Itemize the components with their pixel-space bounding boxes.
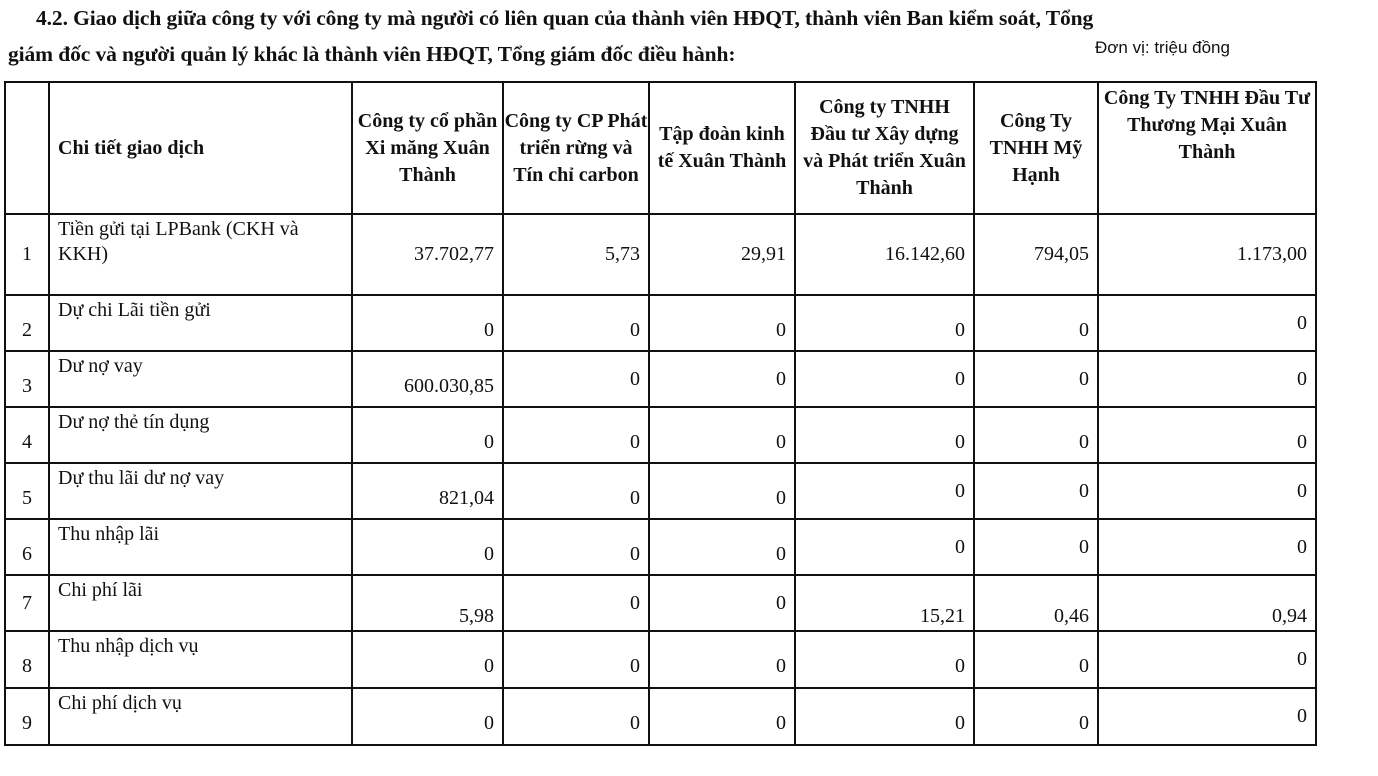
table-row: [5, 295, 1316, 351]
cell-value: 16.142,60: [795, 214, 974, 295]
unit-label: Đơn vị: triệu đồng: [1095, 38, 1230, 57]
cell-value: 821,04: [352, 463, 503, 519]
table-row: [5, 631, 1316, 688]
row-number: 2: [5, 295, 49, 351]
table-row: [5, 575, 1316, 631]
col-header-xi-mang-xuan-thanh: Công ty cổ phần Xi măng Xuân Thành: [352, 82, 503, 214]
cell-value: 5,98: [352, 575, 503, 631]
table-row: [5, 351, 1316, 407]
cell-value: 0,46: [974, 575, 1098, 631]
row-number: 5: [5, 463, 49, 519]
cell-value: 0: [503, 351, 649, 407]
cell-value: 0: [649, 407, 795, 463]
cell-value: 0: [1098, 688, 1316, 745]
row-label: Dư nợ thẻ tín dụng: [49, 407, 352, 463]
header-row: [5, 82, 1316, 214]
cell-value: 0: [1098, 519, 1316, 575]
cell-value: 0: [649, 688, 795, 745]
cell-value: 0: [503, 519, 649, 575]
cell-value: 0: [503, 575, 649, 631]
cell-value: 5,73: [503, 214, 649, 295]
cell-value: 0: [1098, 463, 1316, 519]
cell-value: 0: [1098, 351, 1316, 407]
row-number: 9: [5, 688, 49, 745]
cell-value: 0: [795, 407, 974, 463]
cell-value: 0: [649, 351, 795, 407]
table-row: [5, 519, 1316, 575]
cell-value: 0: [503, 295, 649, 351]
cell-value: 0: [503, 688, 649, 745]
row-number: 8: [5, 631, 49, 688]
cell-value: 29,91: [649, 214, 795, 295]
cell-value: 600.030,85: [352, 351, 503, 407]
cell-value: 0: [352, 631, 503, 688]
cell-value: 0: [503, 463, 649, 519]
cell-value: 0: [352, 295, 503, 351]
heading-line-1: 4.2. Giao dịch giữa công ty với công ty mà người có liên quan của thành viên HĐQT, thành viên Ban kiểm soát, Tổng: [36, 6, 1094, 30]
row-number: 1: [5, 214, 49, 295]
cell-value: 0: [503, 631, 649, 688]
col-header-my-hanh: Công Ty TNHH Mỹ Hạnh: [974, 82, 1098, 214]
cell-value: 0: [352, 407, 503, 463]
col-header-dau-tu-xay-dung: Công ty TNHH Đầu tư Xây dựng và Phát triển Xuân Thành: [795, 82, 974, 214]
cell-value: 0: [1098, 407, 1316, 463]
cell-value: 0,94: [1098, 575, 1316, 631]
col-header-tap-doan-xuan-thanh: Tập đoàn kinh tế Xuân Thành: [649, 82, 795, 214]
cell-value: 0: [649, 519, 795, 575]
cell-value: 0: [795, 351, 974, 407]
heading-line-2: giám đốc và người quản lý khác là thành viên HĐQT, Tổng giám đốc điều hành:: [8, 42, 736, 66]
cell-value: 0: [1098, 631, 1316, 688]
row-label: Tiền gửi tại LPBank (CKH và KKH): [49, 214, 352, 295]
cell-value: 0: [503, 407, 649, 463]
cell-value: 0: [1098, 295, 1316, 351]
row-label: Dự chi Lãi tiền gửi: [49, 295, 352, 351]
cell-value: 0: [795, 519, 974, 575]
cell-value: 0: [974, 407, 1098, 463]
cell-value: 0: [974, 295, 1098, 351]
row-number: 3: [5, 351, 49, 407]
cell-value: 15,21: [795, 575, 974, 631]
cell-value: 0: [974, 631, 1098, 688]
cell-value: 1.173,00: [1098, 214, 1316, 295]
row-label: Dư nợ vay: [49, 351, 352, 407]
row-label: Dự thu lãi dư nợ vay: [49, 463, 352, 519]
cell-value: 37.702,77: [352, 214, 503, 295]
cell-value: 0: [795, 631, 974, 688]
row-number: 6: [5, 519, 49, 575]
table-row: [5, 688, 1316, 745]
cell-value: 0: [649, 463, 795, 519]
cell-value: 0: [974, 351, 1098, 407]
cell-value: 0: [649, 295, 795, 351]
cell-value: 0: [974, 519, 1098, 575]
cell-value: 0: [649, 575, 795, 631]
cell-value: 0: [974, 463, 1098, 519]
col-header-detail: Chi tiết giao dịch: [49, 82, 352, 214]
row-number: 7: [5, 575, 49, 631]
cell-value: 0: [649, 631, 795, 688]
row-label: Chi phí lãi: [49, 575, 352, 631]
cell-value: 0: [352, 519, 503, 575]
cell-value: 0: [795, 688, 974, 745]
row-label: Thu nhập dịch vụ: [49, 631, 352, 688]
cell-value: 0: [352, 688, 503, 745]
row-label: Thu nhập lãi: [49, 519, 352, 575]
row-number: 4: [5, 407, 49, 463]
table-row: [5, 214, 1316, 295]
col-header-dau-tu-thuong-mai: Công Ty TNHH Đầu Tư Thương Mại Xuân Thành: [1098, 82, 1316, 214]
cell-value: 0: [795, 295, 974, 351]
related-party-transactions-table: [4, 81, 1317, 746]
table-row: [5, 407, 1316, 463]
table-row: [5, 463, 1316, 519]
cell-value: 0: [795, 463, 974, 519]
section-heading: [8, 0, 1368, 72]
row-label: Chi phí dịch vụ: [49, 688, 352, 745]
cell-value: 0: [974, 688, 1098, 745]
cell-value: 794,05: [974, 214, 1098, 295]
col-header-no: [5, 82, 49, 214]
col-header-phat-trien-rung: Công ty CP Phát triển rừng và Tín chỉ carbon: [503, 82, 649, 214]
